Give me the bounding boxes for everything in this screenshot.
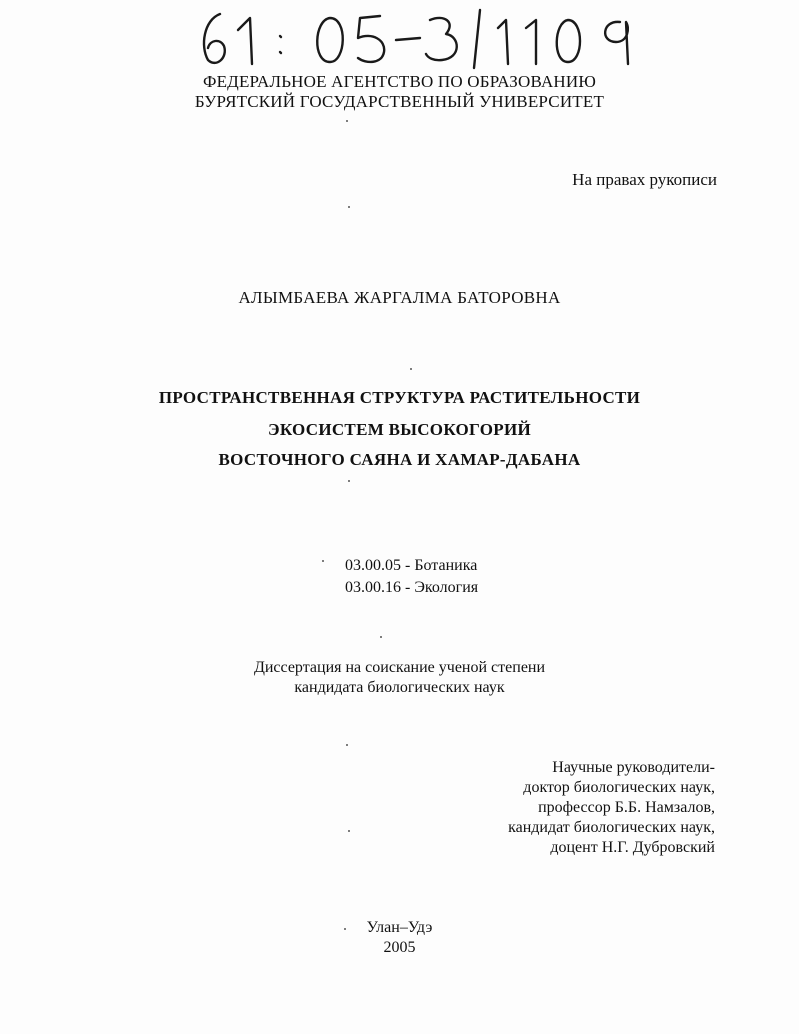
scan-speck [348,480,350,482]
title-line-1: ПРОСТРАНСТВЕННАЯ СТРУКТУРА РАСТИТЕЛЬНОСТИ [158,388,641,407]
organization-line-1: ФЕДЕРАЛЬНОЕ АГЕНТСТВО ПО ОБРАЗОВАНИЮ [202,72,597,91]
dissertation-line-2: кандидата биологических наук [294,679,505,696]
supervisor-1-degree: доктор биологических наук, [523,779,715,796]
author-name: АЛЫМБАЕВА ЖАРГАЛМА БАТОРОВНА [238,288,561,307]
supervisor-2-degree: кандидат биологических наук, [508,819,715,836]
city: Улан–Удэ [366,919,433,936]
scan-speck [410,368,412,370]
scan-speck [346,120,348,122]
supervisor-2-name: доцент Н.Г. Дубровский [550,839,715,856]
specialty-ecology: 03.00.16 - Экология [345,579,479,596]
scan-speck [348,830,350,832]
scan-speck [348,206,350,208]
handwritten-archive-number [180,6,660,70]
scan-speck [346,744,348,746]
supervisors-block [508,758,715,858]
scan-speck [322,560,324,562]
specialty-botany: 03.00.05 - Ботаника [345,557,478,574]
year: 2005 [383,939,416,956]
supervisors-heading: Научные руководители- [552,759,715,776]
title-line-3: ВОСТОЧНОГО САЯНА И ХАМАР-ДАБАНА [218,450,581,469]
dissertation-line-1: Диссертация на соискание ученой степени [253,659,546,676]
rights-note: На правах рукописи [572,170,717,189]
scan-speck [380,636,382,638]
scan-speck [344,928,346,930]
supervisor-1-name: профессор Б.Б. Намзалов, [538,799,715,816]
organization-line-2: БУРЯТСКИЙ ГОСУДАРСТВЕННЫЙ УНИВЕРСИТЕТ [194,92,605,111]
title-line-2: ЭКОСИСТЕМ ВЫСОКОГОРИЙ [267,420,532,439]
